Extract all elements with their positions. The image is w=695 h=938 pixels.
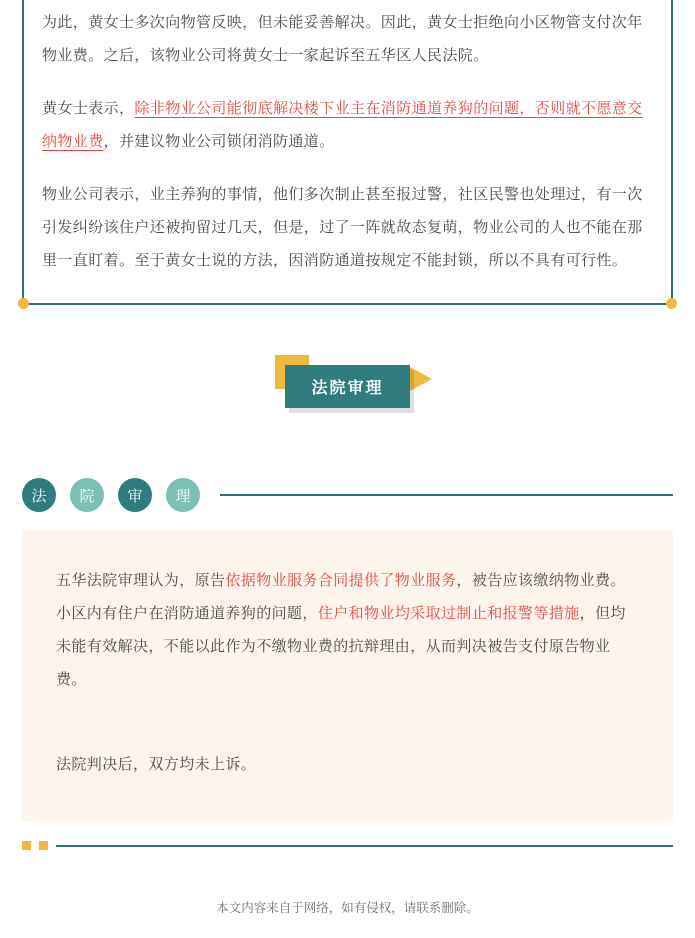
decorative-dot-right — [666, 298, 677, 309]
text-run-2: ，并建议物业公司锁闭消防通道。 — [103, 133, 335, 150]
decorative-square-2 — [39, 841, 48, 850]
paragraph-court-1 — [56, 564, 639, 696]
text-run-0: 五华法院审理认为，原告 — [56, 572, 226, 589]
chip-fa: 法 — [22, 478, 56, 512]
text-run-0: 为此，黄女士多次向物管反映，但未能妥善解决。因此，黄女士拒绝向小区物管支付次年物业费。之后，该物业公司将黄女士一家起诉至五华区人民法院。 — [42, 14, 643, 64]
decorative-square-1 — [22, 841, 31, 850]
paragraph-court-2 — [56, 748, 639, 781]
bottom-divider-line — [56, 845, 673, 847]
banner-arrow-decor — [410, 367, 432, 391]
paragraph-intro-3 — [42, 178, 653, 277]
text-run-1: 依据物业服务合同提供了物业服务 — [225, 572, 457, 589]
text-run-1: 除非物业公司能彻底解决楼下业主在消防通道养狗的问题，否则就不愿意交纳物业费 — [42, 100, 643, 150]
text-run-4: ，但均未能有效解决，不能以此作为不缴物业费的抗辩理由，从而判决被告支付原告物业费。 — [56, 605, 626, 688]
chips-divider-line — [220, 494, 673, 496]
text-run-3: 住户和物业均采取过制止和报警等措施 — [317, 605, 580, 622]
decorative-dot-left — [18, 298, 29, 309]
chip-yuan: 院 — [70, 478, 104, 512]
chip-li: 理 — [166, 478, 200, 512]
court-ruling-panel — [22, 530, 673, 821]
footer-disclaimer: 本文内容来自于网络，如有侵权，请联系删除。 — [216, 901, 479, 915]
intro-quote-block — [22, 0, 673, 305]
text-run-0: 黄女士表示， — [42, 100, 135, 117]
paragraph-intro-2 — [42, 92, 653, 158]
paragraph-intro-1 — [42, 0, 653, 72]
chips-row — [22, 478, 695, 512]
bottom-decoration — [22, 841, 673, 850]
text-run-2: ，被告应该缴纳物业费。小区内有住户在消防通道养狗的问题， — [56, 572, 626, 622]
section-banner-wrapper — [0, 365, 695, 408]
chip-shen: 审 — [118, 478, 152, 512]
section-banner — [285, 365, 409, 408]
section-banner-label: 法院审理 — [285, 365, 409, 408]
text-run-0: 法院判决后，双方均未上诉。 — [56, 756, 257, 773]
text-run-0: 物业公司表示，业主养狗的事情，他们多次制止甚至报过警，社区民警也处理过，有一次引发纠纷该住户还被拘留过几天，但是，过了一阵就故态复萌，物业公司的人也不能在那里一直盯着。至于黄女士说的方法，因消防通道按规定不能封锁，所以不具有可行性。 — [42, 186, 643, 269]
